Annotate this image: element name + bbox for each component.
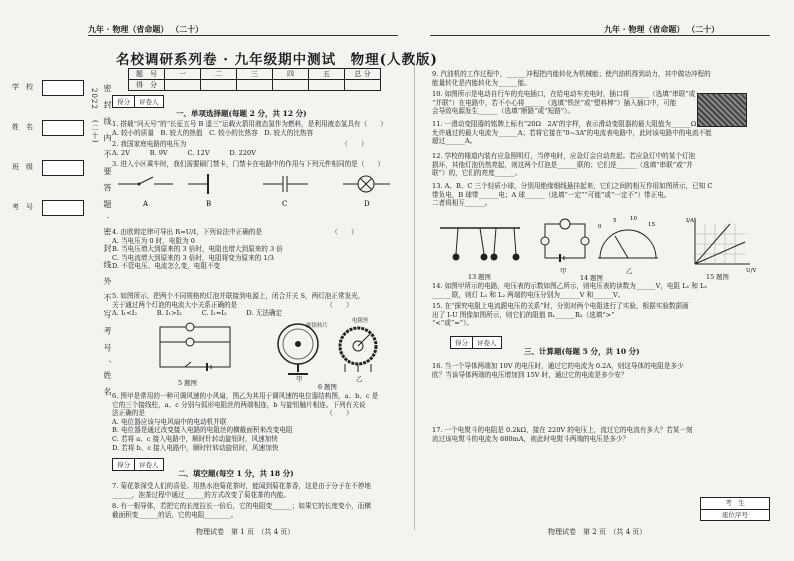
question-9	[432, 70, 711, 87]
q15-line-3: “<”或“=”）。	[432, 319, 474, 328]
score-head-0: 题 号	[129, 69, 165, 80]
question-3	[112, 160, 384, 169]
svg-text:10: 10	[630, 216, 637, 222]
q10-line-2: “并联”）在电路中，若不小心将______（选填“铁丝”或“塑料棒”）插入插口中，可能	[432, 98, 677, 107]
question-12	[432, 152, 695, 178]
q3-stem: 3. 进入小区乘车时，我们需要刷门禁卡，门禁卡在电路中的作用与下列元件相同的是（ ）	[112, 160, 385, 168]
seal-text: 密 封 线 内 不 要 答 题 · 密 封 线 外 不 写 考 号 、姓 名	[103, 84, 112, 399]
section1-scorebox	[112, 95, 164, 108]
svg-text:15: 15	[648, 222, 655, 228]
question-16	[432, 362, 684, 379]
class-label: 班 级	[12, 163, 33, 171]
q17-line-1: 17. 一个电熨斗的电阻是 0.2kΩ，接在 220V 的电压上，流过它的电流有多大？若某一刻	[432, 426, 693, 434]
q12-line-1: 12. 学校的楼道内装有应急照明灯，当停电时，应急灯会自动亮起。若应急灯中的某个灯泡	[432, 152, 696, 160]
figure-6-jia: 甲	[296, 375, 303, 383]
q6-stem-2: 它的三个接线柱，a、c 分别与弧形电阻丝的两端相连，b 与旋钮触片相连。下列有关说	[112, 400, 366, 409]
score-head-1: 一	[165, 69, 201, 80]
q3-option-d: D	[364, 200, 370, 208]
q10-line-1: 10. 如图所示是电动自行车的充电插口，在给电动车充电时，插口将______（选填“串联”或	[432, 90, 696, 98]
figure-6-knob-label: 旋钮转片	[306, 323, 329, 329]
q6-option-c: C. 若将 a、c 接入电路中，顺时针转动旋钮时，风速加快	[112, 434, 278, 443]
question-1	[112, 120, 387, 137]
q15-line-1: 15. 在“探究电阻上电流跟电压的关系”时，分别对两个电阻进行了实验，根据实验数据画	[432, 302, 689, 310]
q5-stem-1: 5. 如图所示，把两个不同规格的灯泡并联接到电源上，闭合开关 S，两灯泡正常发光，	[112, 292, 365, 300]
score-cell[interactable]	[165, 80, 201, 91]
figure-14-jia: 甲	[560, 267, 567, 275]
q1-options: A. 较小的质量 B. 较大的热值 C. 较小的比热容 D. 较大的比热容	[112, 128, 314, 137]
q9-line-1: 9. 汽油机的工作过程中，______冲程把内能转化为机械能；使汽油机得到动力，其中做功冲程的	[432, 70, 711, 78]
q5-stem-2: 关于通过两个灯泡的电流大小关系正确的是 （ ）	[112, 300, 353, 309]
question-10	[432, 90, 695, 116]
figure-15-graph	[686, 218, 757, 274]
q3-option-c: C	[282, 200, 288, 208]
question-4	[112, 228, 358, 271]
svg-text:0: 0	[598, 224, 602, 230]
figure-5-caption: 5 题图	[178, 379, 197, 387]
scorebox-grader: 评卷人	[139, 98, 159, 106]
switch-symbol	[118, 177, 173, 186]
score-cell[interactable]	[345, 80, 381, 91]
school-field[interactable]	[42, 80, 84, 96]
scorebox-grader: 评卷人	[477, 339, 497, 347]
page-2-footer: 物理试卷 第 2 页 （共 4 页）	[548, 528, 647, 536]
voltmeter-dial	[598, 216, 658, 258]
question-11	[432, 120, 712, 146]
score-head-2: 二	[201, 69, 237, 80]
figure-6	[270, 318, 390, 380]
q11-line-1: 11. 一滑动变阻器的铭牌上标有“20Ω 2A”的字样，表示滑动变阻器的最大阻值为______Ω，	[432, 120, 703, 128]
figures-13-15	[440, 214, 770, 276]
q4-option-a: A. 当电压为 0 时，电阻为 0	[112, 236, 195, 245]
figure-14-circuit	[541, 219, 589, 262]
year-label: 2022	[90, 88, 98, 110]
q12-line-3: 联”）的，它们的亮度______。	[432, 169, 522, 178]
q14-line-2: ______联，则灯 L₁ 和 L₂ 两端的电压分别为______V 和______V。	[432, 290, 625, 299]
figure-15-caption: 15 题图	[706, 273, 729, 281]
score-head-6: 总 分	[345, 69, 381, 80]
q2-stem: 2. 我国家庭电路的电压为 （ ）	[112, 140, 368, 148]
fan-icon	[278, 324, 318, 374]
q11-line-3: 超过______A。	[432, 137, 477, 146]
question-17	[432, 426, 693, 443]
score-cell[interactable]	[237, 80, 273, 91]
exam-no-field[interactable]	[42, 200, 84, 216]
q1-stem: 1. 搭载“问天号”的“长征五号 B 遥三”运载火箭用液态氢作为燃料，是利用液态氢具有（ ）	[112, 120, 387, 128]
q4-stem: 4. 由欧姆定律可导出 R=U/I，下列说法中正确的是 （ ）	[112, 228, 358, 236]
potentiometer-icon	[340, 328, 376, 372]
question-15	[432, 302, 689, 328]
lamp-symbol	[343, 176, 390, 192]
exam-no-label: 考 号	[12, 203, 33, 211]
q17-line-2: 流过该电熨斗的电流为 880mA，则此时电熨斗两端的电压是多少？	[432, 434, 630, 443]
figure-6-wire-label: 电阻丝	[352, 318, 369, 324]
svg-text:5: 5	[613, 218, 617, 224]
q11-line-2: 允许通过的最大电流为______A；若将它接在“0~3A”的电流表电路中，此时该电路中的电流不能	[432, 128, 712, 137]
question-14	[432, 282, 707, 299]
q6-stem-1: 6. 图甲是常用的一种可调风速的小风扇，图乙为其用于调风速的电位器结构图，a、b、c 是	[112, 392, 379, 400]
seat-number-box	[700, 497, 770, 521]
score-head-4: 四	[273, 69, 309, 80]
score-head-3: 三	[237, 69, 273, 80]
capacitor-symbol	[263, 176, 308, 192]
question-7	[112, 482, 371, 499]
ground-symbol	[188, 174, 208, 194]
svg-text:U/V: U/V	[746, 268, 757, 274]
score-table	[128, 68, 381, 91]
figure-13-caption: 13 题图	[468, 273, 491, 281]
question-8	[112, 502, 371, 519]
header-left: 九年 · 物理（省命题） （二十）	[88, 24, 204, 34]
series-label: (二十)	[91, 120, 99, 144]
q4-option-c: C. 当电流增大到原来的 3 倍时，电阻将变为原来的 1/3	[112, 253, 274, 262]
score-row-label: 得 分	[129, 80, 165, 91]
q3-option-a: A	[143, 200, 149, 208]
q7-line-1: 7. 菊花茶深受人们的喜爱。用热水泡菊花茶时，能闻到菊花茶香，这是由于分子在不停地	[112, 482, 371, 490]
question-6	[112, 392, 378, 452]
header-right: 九年 · 物理（省命题） （二十）	[604, 24, 720, 34]
name-field[interactable]	[42, 120, 84, 136]
q6-option-b: B. 电位器是通过改变接入电路的电阻丝的横截面积来改变电阻	[112, 426, 293, 435]
header-rule-left	[88, 35, 398, 36]
q9-line-2: 能量转化是内能转化为______能。	[432, 78, 531, 87]
question-5	[112, 292, 364, 318]
score-cell[interactable]	[201, 80, 237, 91]
q15-line-2: 出了 I-U 图像如图所示，则它们的阻值 R₁______R₂（选填“>”	[432, 310, 615, 319]
q6-stem-3: 法正确的是 （ ）	[112, 409, 353, 418]
q6-option-a: A. 电位器应该与电风扇中的电动机并联	[112, 417, 227, 426]
q7-line-2: ______，泡茶过程中通过______的方式改变了菊花茶的内能。	[112, 490, 291, 499]
figure-6-yi: 乙	[356, 375, 363, 383]
figure-13-balls	[440, 228, 520, 261]
exam-title: 名校调研系列卷 · 九年级期中测试 物理(人教版)	[116, 52, 438, 68]
scorebox-score: 得分	[113, 459, 135, 470]
q8-line-1: 8. 有一根导体，若把它的长度拉长一倍后，它的电阻变______；如果它的长度变小，而横	[112, 502, 371, 510]
q3-option-b: B	[206, 200, 212, 208]
q4-option-d: D. 不管电压、电流怎么变，电阻不变	[112, 262, 221, 271]
class-field[interactable]	[42, 160, 84, 176]
page-1-footer: 物理试卷 第 1 页 （共 4 页）	[196, 528, 295, 536]
section3-heading: 三、计算题(每题 5 分，共 10 分)	[524, 347, 640, 356]
question-13	[432, 182, 712, 208]
seat-box-title: 考 生	[701, 498, 769, 510]
q16-line-1: 16. 当一个导体两端加 10V 的电压时，通过它的电流为 0.2A，则这导体的电阻是多少	[432, 362, 684, 370]
figure-14-caption: 14 题图	[580, 274, 603, 282]
q8-line-2: 截面积变______的话，它的电阻________。	[112, 510, 238, 519]
q14-line-1: 14. 如图甲所示的电路，电压表的示数如图乙所示，则电压表的读数为______V，电阻 L₁ 和 L₂	[432, 282, 708, 290]
question-2	[112, 140, 368, 157]
name-label: 姓 名	[12, 123, 33, 131]
score-head-5: 五	[309, 69, 345, 80]
section1-heading: 一、单项选择题(每题 2 分，共 12 分)	[176, 109, 307, 118]
q13-line-2: 带负电，B 球带______电；A 球______（选填“一定”“可能”或“一定不”）带正电。	[432, 190, 671, 199]
section3-scorebox	[450, 336, 502, 349]
q2-options: A. 2V B. 9V C. 12V D. 220V	[112, 148, 256, 157]
score-cell[interactable]	[273, 80, 309, 91]
q5-options: A. I₁<I₂ B. I₁>I₂ C. I₁=I₂ D. 无法确定	[112, 309, 283, 318]
figure-14-yi: 乙	[626, 267, 633, 275]
figure-5-circuit	[155, 322, 240, 374]
q10-line-3: 会导致电源发生______（选填“断路”或“短路”）。	[432, 107, 575, 116]
seat-box-label: 座位序号	[722, 511, 748, 519]
section2-heading: 二、填空题(每空 1 分，共 18 分)	[178, 469, 294, 478]
q4-option-b: B. 当电压增大到原来的 3 倍时，电阻也增大到原来的 3 倍	[112, 245, 283, 254]
q13-line-3: 二者将相互______。	[432, 199, 492, 208]
school-label: 学 校	[12, 83, 33, 91]
scorebox-score: 得分	[113, 96, 135, 107]
q16-line-2: 欧？当该导体两端的电压增加到 15V 时，通过它的电流是多少安？	[432, 370, 628, 379]
q12-line-2: 损坏，其他灯泡仍然亮起，则这两个灯泡是______联的；它们是______（选填“串联”或“并	[432, 160, 693, 169]
scorebox-grader: 评卷人	[139, 461, 159, 469]
section2-scorebox	[112, 458, 164, 471]
header-rule-right	[430, 35, 770, 36]
binding-strip	[6, 70, 112, 540]
scorebox-score: 得分	[451, 337, 473, 348]
q13-line-1: 13. A、B、C 三个轻质小球，分别用绝缘细线悬挂起来，它们之间的相互作用如图所示，已知 C	[432, 182, 713, 190]
page-divider	[414, 60, 415, 530]
figure-6-caption: 6 题图	[318, 383, 337, 391]
q6-option-d: D. 若将 b、c 接入电路中，顺时针转动旋钮时，风速加快	[112, 443, 279, 452]
svg-text:I/A: I/A	[686, 218, 694, 224]
score-cell[interactable]	[309, 80, 345, 91]
q3-option-figures	[118, 172, 393, 212]
